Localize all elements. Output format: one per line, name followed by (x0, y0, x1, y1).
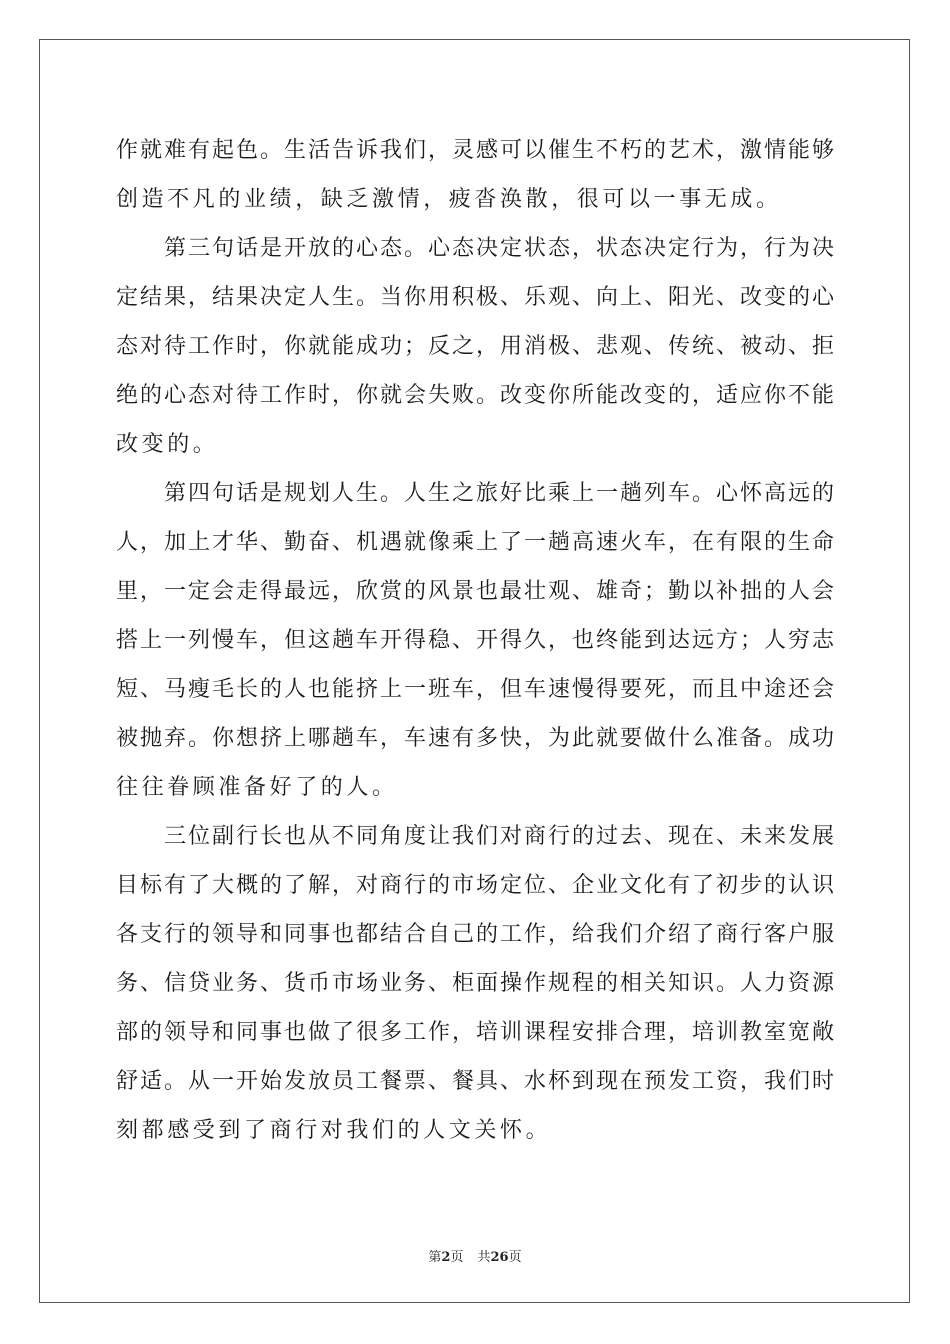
page-number: 2 (441, 1250, 451, 1265)
total-suffix: 页 (508, 1250, 522, 1265)
total-pages: 26 (490, 1250, 509, 1265)
paragraph (116, 126, 834, 224)
text-line: 定结果，结果决定人生。当你用积极、乐观、向上、阳光、改变的心 (116, 285, 834, 310)
total-prefix: 共 (477, 1250, 491, 1265)
text-line: 短、马瘦毛长的人也能挤上一班车，但车速慢得要死，而且中途还会 (116, 677, 834, 702)
document-body (116, 126, 834, 1155)
text-line: 搭上一列慢车，但这趟车开得稳、开得久，也终能到达远方；人穷志 (116, 628, 834, 653)
paragraph (116, 812, 834, 1155)
text-line: 绝的心态对待工作时，你就会失败。改变你所能改变的，适应你不能 (116, 383, 834, 408)
page-footer (0, 1246, 950, 1265)
text-line: 各支行的领导和同事也都结合自己的工作，给我们介绍了商行客户服 (116, 922, 834, 947)
text-line: 创造不凡的业绩，缺乏激情，疲沓涣散，很可以一事无成。 (116, 187, 782, 212)
text-line: 第三句话是开放的心态。心态决定状态，状态决定行为，行为决 (164, 236, 834, 261)
text-line: 改变的。 (116, 432, 219, 457)
text-line: 刻都感受到了商行对我们的人文关怀。 (116, 1118, 552, 1143)
text-line: 里，一定会走得最远，欣赏的风景也最壮观、雄奇；勤以补拙的人会 (116, 579, 834, 604)
text-line: 作就难有起色。生活告诉我们，灵感可以催生不朽的艺术，激情能够 (116, 138, 834, 163)
text-line: 第四句话是规划人生。人生之旅好比乘上一趟列车。心怀高远的 (164, 481, 834, 506)
text-line: 往往眷顾准备好了的人。 (116, 775, 398, 800)
paragraph (116, 224, 834, 469)
text-line: 三位副行长也从不同角度让我们对商行的过去、现在、未来发展 (164, 824, 834, 849)
text-line: 务、信贷业务、货币市场业务、柜面操作规程的相关知识。人力资源 (116, 971, 834, 996)
page-suffix: 页 (450, 1250, 464, 1265)
paragraph (116, 469, 834, 812)
page-prefix: 第 (428, 1250, 442, 1265)
text-line: 人，加上才华、勤奋、机遇就像乘上了一趟高速火车，在有限的生命 (116, 530, 834, 555)
text-line: 部的领导和同事也做了很多工作，培训课程安排合理，培训教室宽敞 (116, 1020, 834, 1045)
text-line: 舒适。从一开始发放员工餐票、餐具、水杯到现在预发工资，我们时 (116, 1069, 834, 1094)
text-line: 被抛弃。你想挤上哪趟车，车速有多快，为此就要做什么准备。成功 (116, 726, 834, 751)
text-line: 态对待工作时，你就能成功；反之，用消极、悲观、传统、被动、拒 (116, 334, 834, 359)
text-line: 目标有了大概的了解，对商行的市场定位、企业文化有了初步的认识 (116, 873, 834, 898)
